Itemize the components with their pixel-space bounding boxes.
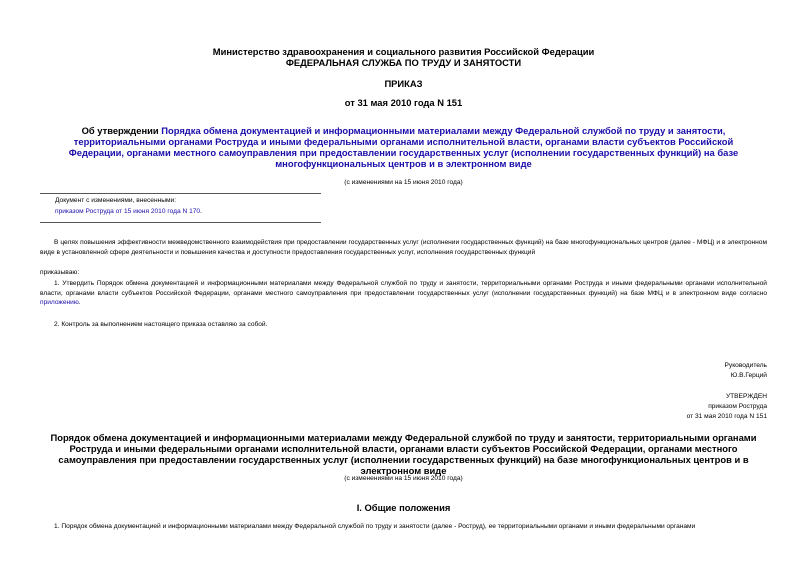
document-title (48, 125, 759, 169)
signature-position: Руководитель (724, 362, 767, 369)
service-name: ФЕДЕРАЛЬНАЯ СЛУЖБА ПО ТРУДУ И ЗАНЯТОСТИ (285, 57, 522, 68)
document-title-prefix: Об утверждении (81, 125, 162, 136)
signature-name: Ю.В.Герций (730, 372, 767, 379)
item-1-tail: . (78, 299, 81, 307)
item-1-text: 1. Утвердить Порядок обмена документацией и информационными материалами между Федеральной службой по труду и занятости, территориальными органами Роструда и иными федеральными органами исполнительной власти, органами власти субъектов Российской Федерации, органами местного самоуправления при предоставлении государственных услуг (исполнении государственных функций) на базе МФЦ и в электронном виде согласно (40, 280, 767, 297)
approval-word: УТВЕРЖДЕН (725, 393, 767, 400)
amendment-link-tail: . (200, 208, 202, 215)
appendix-changes-note: (с изменениями на 15 июня 2010 года) (344, 475, 463, 482)
changes-block (55, 195, 202, 217)
appendix-link[interactable]: приложению (40, 299, 79, 307)
appendix-paragraph-1: 1. Порядок обмена документацией и информационными материалами между Федеральной службой по труду и занятости (далее - Роструд), ее территориальными органами и иными федеральными органами (54, 523, 696, 530)
order-date: от 31 мая 2010 года N 151 (344, 97, 463, 108)
document-title-link[interactable]: Порядка обмена документацией и информационными материалами между Федеральной службой по труду и занятости, территориальными органами Роструда и иными федеральными органами исполнительной власти, органами власти субъектов Российской Федерации, органами местного самоуправления при предоставлении государственных услуг (исполнении государственных функций) на базе многофункциональных центров и в электронном виде (68, 125, 739, 169)
divider-top (40, 193, 321, 194)
section-title: I. Общие положения (356, 502, 451, 513)
item-1 (40, 279, 767, 308)
approval-by: приказом Роструда (708, 403, 767, 410)
order-word: ПРИКАЗ (384, 78, 423, 89)
changes-link-line (55, 206, 202, 217)
divider-bottom (40, 222, 321, 223)
changes-label: Документ с изменениями, внесенными: (55, 197, 177, 204)
changes-note: (с изменениями на 15 июня 2010 года) (344, 179, 463, 186)
appendix-title: Порядок обмена документацией и информационными материалами между Федеральной службой по труду и занятости, территориальными органами Роструда и иными федеральными органами исполнительной власти, органами власти субъектов Российской Федерации, органами местного самоуправления при предоставлении государственных услуг (исполнении государственных функций) на базе многофункциональных центров и в электронном виде (50, 432, 757, 476)
intro-paragraph: В целях повышения эффективности межведомственного взаимодействия при предоставлении государственных услуг (исполнении государственных функций) на базе многофункциональных центров (далее - МФЦ) и в электронном виде в установленной сфере деятельности и повышения качества и доступности предоставления государственных услуг, исполнения государственных функций (40, 239, 767, 256)
amendment-link[interactable]: приказом Роструда от 15 июня 2010 года N 170 (55, 208, 201, 215)
approval-date: от 31 мая 2010 года N 151 (686, 413, 767, 420)
ministry-name: Министерство здравоохранения и социального развития Российской Федерации (212, 46, 595, 57)
item-2: 2. Контроль за выполнением настоящего приказа оставляю за собой. (54, 321, 268, 328)
order-verb: приказываю: (40, 269, 80, 276)
